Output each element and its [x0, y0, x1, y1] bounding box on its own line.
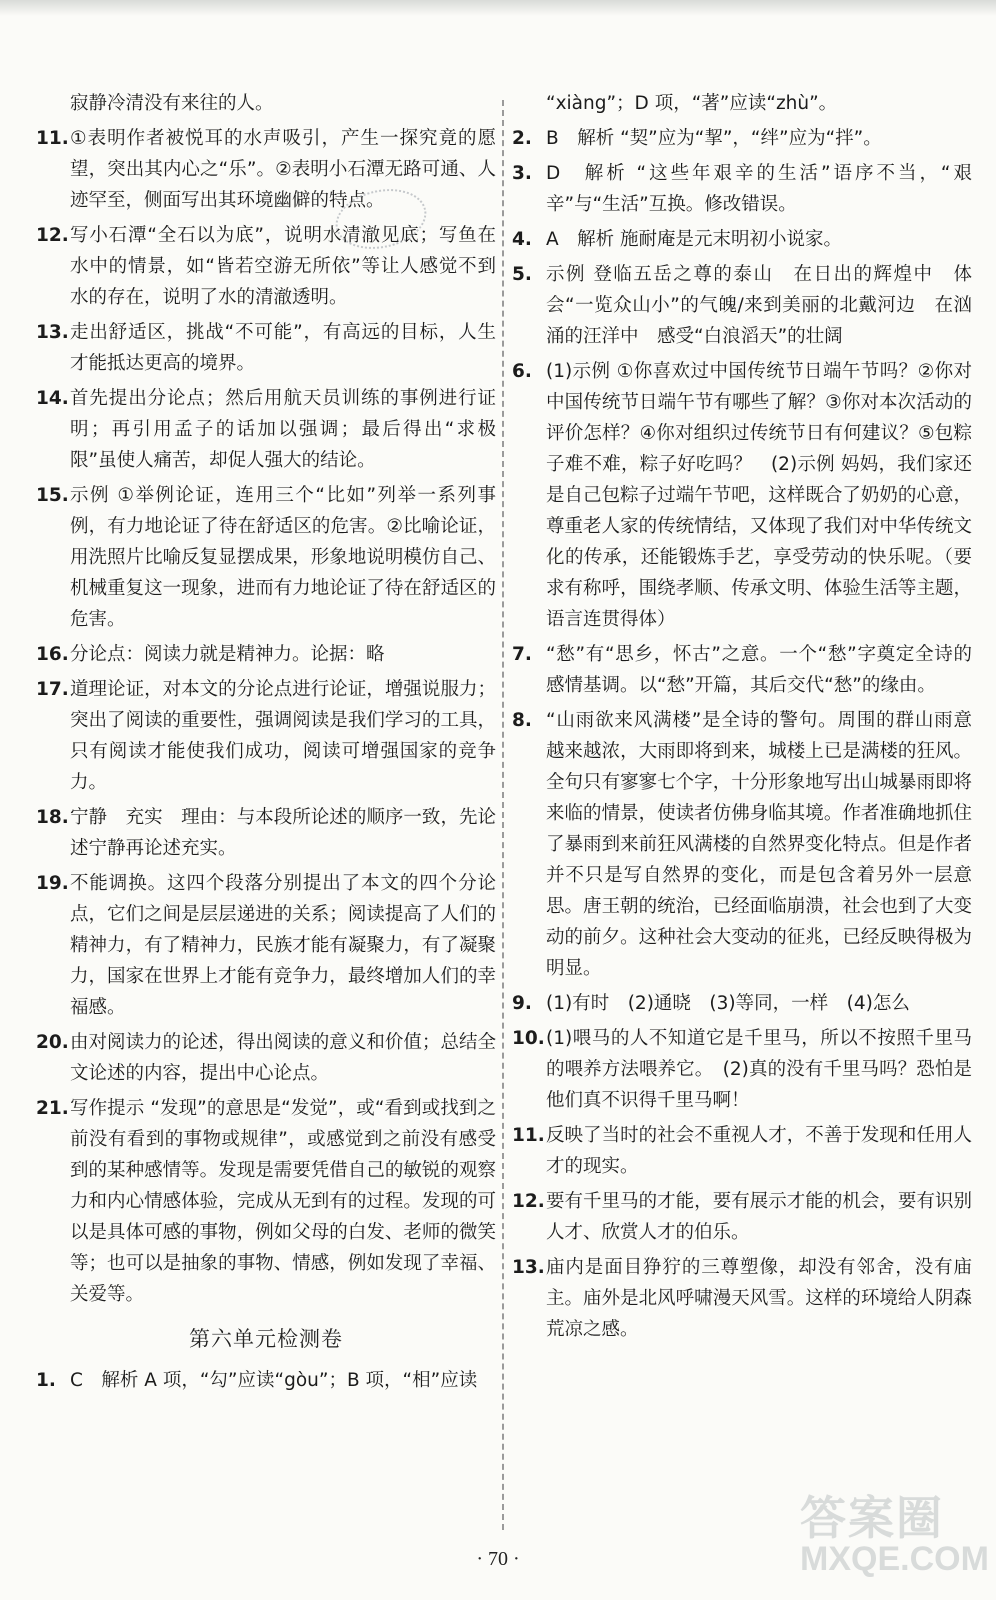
answer-item — [512, 158, 972, 220]
item-text: (1)示例 ①你喜欢过中国传统节日端午节吗？②你对中国传统节日端午节有哪些了解？③你对本次活动的评价怎样？④你对组织过传统节日有何建议？⑤包粽子难不难，粽子好吃吗？ (2)示例 妈妈，我们家还是自己包粽子过端午节吧，这样既合了奶奶的心意，尊重老人家的传统情结，又体现了我们对中华传统文化的传承，还能锻炼手艺，享受劳动的快乐呢。（要求有称呼，围绕孝顺、传承文明、体验生活等主题，语言连贯得体） — [546, 361, 972, 630]
answer-item — [512, 1186, 972, 1248]
item-text: 写小石潭“全石以为底”，说明水清澈见底；写鱼在水中的情景，如“皆若空游无所依”等让人感觉不到水的存在，说明了水的清澈透明。 — [70, 225, 496, 308]
answer-item — [512, 259, 972, 352]
answer-item — [512, 88, 972, 119]
left-column — [36, 88, 496, 1400]
item-text: ①表明作者被悦耳的水声吸引，产生一探究竟的愿望，突出其内心之“乐”。②表明小石潭无路可通、人迹罕至，侧面写出其环境幽僻的特点。 — [70, 128, 496, 211]
right-column — [512, 88, 972, 1349]
answer-item — [36, 480, 496, 635]
item-text: B 解析 “契”应为“挈”，“绊”应为“拌”。 — [546, 128, 882, 149]
item-text: 不能调换。这四个段落分别提出了本文的四个分论点，它们之间是层层递进的关系；阅读提高了人们的精神力，有了精神力，民族才能有凝聚力，有了凝聚力，国家在世界上才能有竞争力，最终增加人们的幸福感。 — [70, 873, 496, 1018]
item-number: 9. — [512, 993, 532, 1014]
item-number: 20. — [36, 1032, 69, 1053]
watermark-bottom: MXQE.COM — [800, 1540, 989, 1578]
item-text: 由对阅读力的论述，得出阅读的意义和价值；总结全文论述的内容，提出中心论点。 — [70, 1032, 496, 1084]
item-number: 8. — [512, 710, 532, 731]
item-number: 11. — [36, 128, 69, 149]
item-text: “xiàng”；D 项，“著”应读“zhù”。 — [546, 93, 838, 114]
answer-item — [512, 1120, 972, 1182]
answer-item — [512, 639, 972, 701]
answer-item — [36, 802, 496, 864]
item-number: 14. — [36, 388, 69, 409]
answer-item — [512, 1023, 972, 1116]
item-number: 12. — [36, 225, 69, 246]
column-divider — [502, 100, 504, 1530]
answer-item — [36, 220, 496, 313]
item-number: 11. — [512, 1125, 545, 1146]
item-number: 6. — [512, 361, 532, 382]
item-number: 7. — [512, 644, 532, 665]
item-number: 12. — [512, 1191, 545, 1212]
item-text: 示例 ①举例论证，连用三个“比如”列举一系列事例，有力地论证了待在舒适区的危害。②比喻论证，用洗照片比喻反复显摆成果，形象地说明模仿自己、机械重复这一现象，进而有力地论证了待在舒适区的危害。 — [70, 485, 496, 630]
item-number: 1. — [36, 1370, 56, 1391]
answer-item — [36, 383, 496, 476]
watermark-logo — [800, 1482, 990, 1592]
answer-item — [36, 1027, 496, 1089]
answer-item — [512, 705, 972, 984]
item-number: 18. — [36, 807, 69, 828]
item-text: 分论点：阅读力就是精神力。论据：略 — [70, 644, 385, 665]
answer-item — [36, 674, 496, 798]
item-number: 2. — [512, 128, 532, 149]
item-number: 13. — [36, 322, 69, 343]
answer-item — [36, 88, 496, 119]
answer-item — [36, 317, 496, 379]
answer-item — [512, 1252, 972, 1345]
item-number: 19. — [36, 873, 69, 894]
item-text: (1)喂马的人不知道它是千里马，所以不按照千里马的喂养方法喂养它。 (2)真的没有千里马吗？恐怕是他们真不识得千里马啊！ — [546, 1028, 972, 1111]
item-text: 庙内是面目狰狞的三尊塑像，却没有邻舍，没有庙主。庙外是北风呼啸漫天风雪。这样的环境给人阴森荒凉之感。 — [546, 1257, 972, 1340]
item-text: 写作提示 “发现”的意思是“发觉”，或“看到或找到之前没有看到的事物或规律”，或感觉到之前没有感受到的某种感情等。发现是需要凭借自己的敏锐的观察力和内心情感体验，完成从无到有的过程。发现的可以是具体可感的事物，例如父母的白发、老师的微笑等；也可以是抽象的事物、情感，例如发现了幸福、关爱等。 — [70, 1098, 496, 1305]
item-text: 走出舒适区，挑战“不可能”，有高远的目标，人生才能抵达更高的境界。 — [70, 322, 496, 374]
answer-item — [36, 639, 496, 670]
answer-item — [36, 1093, 496, 1310]
item-text: 示例 登临五岳之尊的泰山 在日出的辉煌中 体会“一览众山小”的气魄/来到美丽的北戴河边 在汹涌的汪洋中 感受“白浪滔天”的壮阔 — [546, 264, 972, 347]
item-text: 道理论证，对本文的分论点进行论证，增强说服力；突出了阅读的重要性，强调阅读是我们学习的工具，只有阅读才能使我们成功，阅读可增强国家的竞争力。 — [70, 679, 496, 793]
item-text: 宁静 充实 理由：与本段所论述的顺序一致，先论述宁静再论述充实。 — [70, 807, 496, 859]
item-number: 13. — [512, 1257, 545, 1278]
item-text: (1)有时 (2)通晓 (3)等同，一样 (4)怎么 — [546, 993, 910, 1014]
item-number: 17. — [36, 679, 69, 700]
item-number: 3. — [512, 163, 532, 184]
answer-item — [36, 1365, 496, 1396]
item-text: 要有千里马的才能，要有展示才能的机会，要有识别人才、欣赏人才的伯乐。 — [546, 1191, 972, 1243]
item-number: 4. — [512, 229, 532, 250]
answer-item — [512, 123, 972, 154]
item-number: 21. — [36, 1098, 69, 1119]
section-title: 第六单元检测卷 — [189, 1328, 343, 1351]
answer-item — [512, 356, 972, 635]
scan-top-band — [0, 0, 996, 16]
answer-item — [36, 868, 496, 1023]
answer-item — [36, 123, 496, 216]
answer-item — [512, 988, 972, 1019]
item-number: 15. — [36, 485, 69, 506]
item-text: 首先提出分论点；然后用航天员训练的事例进行证明；再引用孟子的话加以强调；最后得出“求极限”虽使人痛苦，却促人强大的结论。 — [70, 388, 496, 471]
watermark-top: 答案圈 — [800, 1491, 944, 1545]
page-number: · 70 · — [476, 1548, 520, 1570]
item-number: 16. — [36, 644, 69, 665]
item-number: 5. — [512, 264, 532, 285]
item-text: C 解析 A 项，“勾”应读“gòu”；B 项，“相”应读 — [70, 1370, 478, 1391]
item-text: “山雨欲来风满楼”是全诗的警句。周围的群山雨意越来越浓，大雨即将到来，城楼上已是满楼的狂风。全句只有寥寥七个字，十分形象地写出山城暴雨即将来临的情景，使读者仿佛身临其境。作者准确地抓住了暴雨到来前狂风满楼的自然界变化特点。但是作者并不只是写自然界的变化，而是包含着另外一层意思。唐王朝的统治，已经面临崩溃，社会也到了大变动的前夕。这种社会大变动的征兆，已经反映得极为明显。 — [546, 710, 972, 979]
item-text: 反映了当时的社会不重视人才，不善于发现和任用人才的现实。 — [546, 1125, 972, 1177]
item-number: 10. — [512, 1028, 545, 1049]
item-text: “愁”有“思乡，怀古”之意。一个“愁”字奠定全诗的感情基调。以“愁”开篇，其后交代“愁”的缘由。 — [546, 644, 972, 696]
answer-item — [512, 224, 972, 255]
item-text: D 解析 “这些年艰辛的生活”语序不当，“艰辛”与“生活”互换。修改错误。 — [546, 163, 972, 215]
item-text: 寂静冷清没有来往的人。 — [70, 93, 274, 114]
item-text: A 解析 施耐庵是元末明初小说家。 — [546, 229, 843, 250]
